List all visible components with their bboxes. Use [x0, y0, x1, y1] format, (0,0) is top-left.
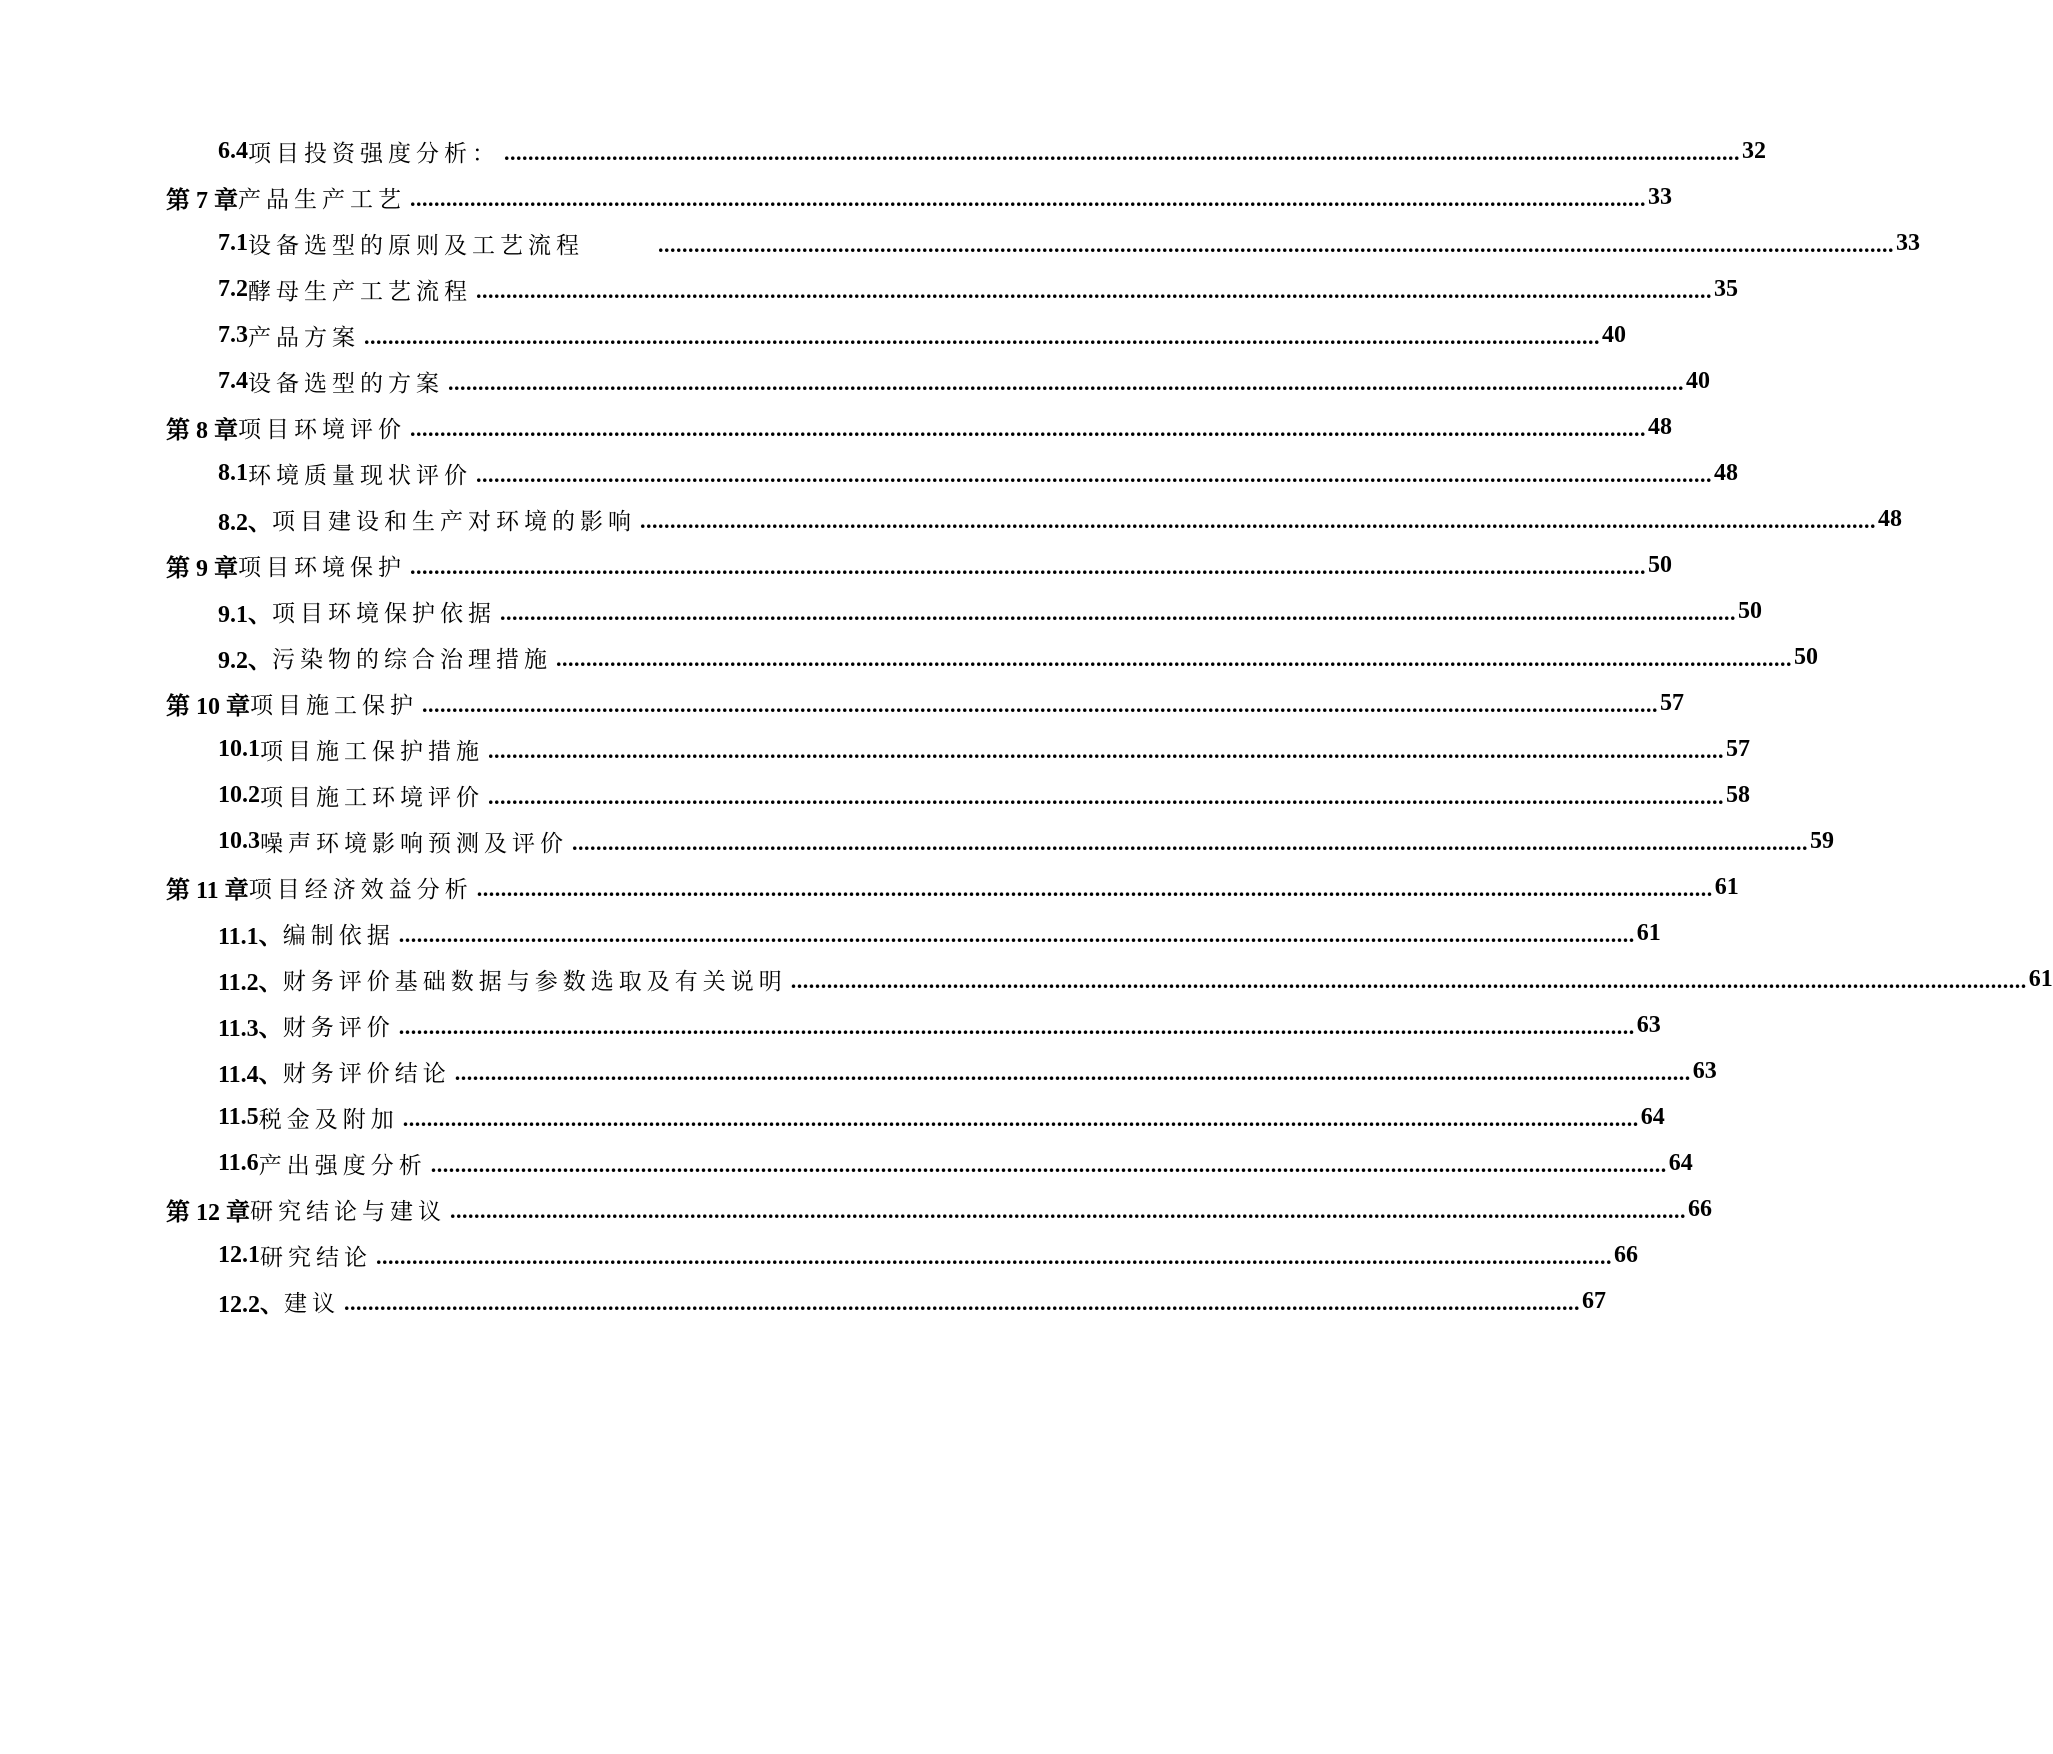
toc-entry[interactable] — [218, 269, 1738, 309]
dot-leader: .............................................................................................................................................................................................................. — [454, 1060, 1691, 1085]
toc-entry-page: 66 — [1688, 1195, 1712, 1222]
toc-entry-number: 9.2、 — [218, 647, 272, 674]
toc-entry-chapter[interactable] — [166, 1189, 1712, 1229]
toc-entry-page: 63 — [1636, 1011, 1661, 1038]
toc-entry-page: 40 — [1686, 367, 1710, 394]
toc-entry-number: 12.2、 — [218, 1291, 284, 1318]
dot-leader: .............................................................................................................................................................................................................. — [410, 416, 1646, 441]
toc-entry-number: 11.6 — [218, 1149, 259, 1176]
toc-entry-chapter[interactable] — [166, 177, 1672, 217]
toc-entry-number: 10.2 — [218, 781, 260, 808]
toc-entry-page: 33 — [1896, 229, 1920, 256]
toc-entry[interactable] — [218, 361, 1710, 401]
toc-entry[interactable] — [218, 315, 1626, 355]
dot-leader: .............................................................................................................................................................................................................. — [448, 370, 1684, 395]
toc-entry-title: 项目环境评价 — [238, 416, 406, 443]
toc-entry-title: 产品方案 — [248, 324, 360, 351]
dot-leader: .............................................................................................................................................................................................................. — [364, 324, 1600, 349]
toc-entry-number: 7.3 — [218, 321, 248, 348]
toc-entry-page: 32 — [1742, 137, 1766, 164]
toc-entry-number: 11.4、 — [218, 1061, 283, 1088]
toc-entry[interactable] — [218, 1281, 1606, 1321]
toc-entry-title: 研究结论 — [260, 1244, 372, 1271]
dot-leader: .............................................................................................................................................................................................................. — [398, 922, 1635, 947]
toc-entry-page: 61 — [2028, 965, 2053, 992]
toc-entry[interactable] — [218, 131, 1766, 171]
toc-entry[interactable] — [218, 1051, 1717, 1091]
toc-entry-chapter[interactable] — [166, 545, 1672, 585]
toc-entry-number: 第 7 章 — [166, 187, 238, 214]
toc-entry-number: 10.1 — [218, 735, 260, 762]
dot-leader: .............................................................................................................................................................................................................. — [344, 1290, 1580, 1315]
dot-leader: .............................................................................................................................................................................................................. — [790, 968, 2027, 993]
dot-leader: .............................................................................................................................................................................................................. — [410, 554, 1646, 579]
dot-leader: .............................................................................................................................................................................................................. — [640, 508, 1876, 533]
toc-entry[interactable] — [218, 499, 1902, 539]
toc-entry-number: 8.2、 — [218, 509, 272, 536]
toc-entry-page: 35 — [1714, 275, 1738, 302]
toc-entry-number: 7.4 — [218, 367, 248, 394]
dot-leader: .............................................................................................................................................................................................................. — [658, 232, 1894, 257]
toc-entry-title: 财务评价 — [282, 1014, 395, 1041]
dot-leader: .............................................................................................................................................................................................................. — [500, 600, 1736, 625]
toc-entry-page: 48 — [1648, 413, 1672, 440]
toc-entry-page: 48 — [1878, 505, 1902, 532]
dot-leader: .............................................................................................................................................................................................................. — [476, 278, 1712, 303]
toc-entry-title: 项目施工保护措施 — [260, 738, 484, 765]
toc-entry-title: 设备选型的方案 — [248, 370, 444, 397]
toc-entry-title: 产出强度分析 — [258, 1152, 427, 1179]
toc-entry-number: 8.1 — [218, 459, 248, 486]
toc-entry-number: 9.1、 — [218, 601, 272, 628]
toc-entry-chapter[interactable] — [166, 683, 1684, 723]
toc-entry[interactable] — [218, 637, 1818, 677]
toc-entry[interactable] — [218, 1097, 1665, 1137]
toc-entry[interactable] — [218, 453, 1738, 493]
dot-leader: .............................................................................................................................................................................................................. — [422, 692, 1658, 717]
toc-entry[interactable] — [218, 913, 1661, 953]
toc-entry-page: 33 — [1648, 183, 1672, 210]
toc-entry-page: 59 — [1810, 827, 1834, 854]
toc-entry-page: 58 — [1726, 781, 1750, 808]
toc-entry-page: 57 — [1660, 689, 1684, 716]
toc-entry-page: 61 — [1636, 919, 1661, 946]
toc-entry-number: 10.3 — [218, 827, 260, 854]
dot-leader: .............................................................................................................................................................................................................. — [476, 462, 1712, 487]
toc-entry-page: 57 — [1726, 735, 1750, 762]
toc-entry-page: 48 — [1714, 459, 1738, 486]
toc-entry-title: 污染物的综合治理措施 — [272, 646, 552, 673]
toc-entry-title: 项目建设和生产对环境的影响 — [272, 508, 636, 535]
dot-leader: .............................................................................................................................................................................................................. — [430, 1152, 1667, 1177]
toc-entry-number: 11.2、 — [218, 969, 283, 996]
toc-entry-page: 50 — [1738, 597, 1762, 624]
toc-entry-title: 噪声环境影响预测及评价 — [260, 830, 568, 857]
toc-entry-number: 6.4 — [218, 137, 248, 164]
dot-leader: .............................................................................................................................................................................................................. — [556, 646, 1792, 671]
toc-entry-page: 50 — [1648, 551, 1672, 578]
dot-leader: .............................................................................................................................................................................................................. — [410, 186, 1646, 211]
dot-leader: .............................................................................................................................................................................................................. — [398, 1014, 1635, 1039]
dot-leader: .............................................................................................................................................................................................................. — [402, 1106, 1639, 1131]
toc-entry-page: 61 — [1714, 873, 1739, 900]
toc-entry[interactable] — [218, 821, 1834, 861]
toc-entry-title: 建议 — [284, 1290, 340, 1317]
dot-leader: .............................................................................................................................................................................................................. — [450, 1198, 1686, 1223]
toc-entry-page: 50 — [1794, 643, 1818, 670]
dot-leader: .............................................................................................................................................................................................................. — [504, 140, 1740, 165]
toc-entry-number: 第 9 章 — [166, 555, 238, 582]
toc-entry-title: 项目投资强度分析： — [248, 140, 500, 167]
toc-entry-number: 第 10 章 — [166, 693, 250, 720]
toc-entry[interactable] — [218, 1143, 1693, 1183]
toc-entry-number: 第 11 章 — [166, 877, 249, 904]
dot-leader: .............................................................................................................................................................................................................. — [488, 784, 1724, 809]
toc-entry-number: 11.3、 — [218, 1015, 283, 1042]
toc-entry-title: 项目施工环境评价 — [260, 784, 484, 811]
dot-leader: .............................................................................................................................................................................................................. — [488, 738, 1724, 763]
toc-entry[interactable] — [218, 729, 1750, 769]
toc-entry-number: 11.5 — [218, 1103, 259, 1130]
toc-entry-page: 67 — [1582, 1287, 1606, 1314]
toc-entry-title: 研究结论与建议 — [250, 1198, 446, 1225]
toc-entry-number: 7.1 — [218, 229, 248, 256]
toc-entry-number: 11.1、 — [218, 923, 283, 950]
toc-entry-title: 编制依据 — [282, 922, 395, 949]
toc-entry-page: 63 — [1692, 1057, 1717, 1084]
toc-entry-number: 12.1 — [218, 1241, 260, 1268]
toc-entry-title: 财务评价基础数据与参数选取及有关说明 — [282, 968, 787, 995]
toc-entry-chapter[interactable] — [166, 867, 1739, 907]
dot-leader: .............................................................................................................................................................................................................. — [376, 1244, 1612, 1269]
toc-entry-title: 产品生产工艺 — [238, 186, 406, 213]
toc-entry-title: 环境质量现状评价 — [248, 462, 472, 489]
toc-entry-page: 64 — [1640, 1103, 1665, 1130]
toc-entry-page: 64 — [1668, 1149, 1693, 1176]
toc-entry[interactable] — [218, 1005, 1661, 1045]
toc-entry-title: 税金及附加 — [258, 1106, 399, 1133]
toc-entry[interactable] — [218, 775, 1750, 815]
toc-entry-page: 66 — [1614, 1241, 1638, 1268]
toc-entry-number: 第 12 章 — [166, 1199, 250, 1226]
toc-entry-number: 第 8 章 — [166, 417, 238, 444]
toc-entry-chapter[interactable] — [166, 407, 1672, 447]
toc-entry-page: 40 — [1602, 321, 1626, 348]
dot-leader: .............................................................................................................................................................................................................. — [572, 830, 1808, 855]
toc-entry-title: 项目环境保护依据 — [272, 600, 496, 627]
toc-entry[interactable] — [218, 1235, 1638, 1275]
toc-entry-number: 7.2 — [218, 275, 248, 302]
toc-entry-title: 项目施工保护 — [250, 692, 418, 719]
toc-entry-title: 酵母生产工艺流程 — [248, 278, 472, 305]
toc-entry-title: 项目环境保护 — [238, 554, 406, 581]
toc-entry-title: 设备选型的原则及工艺流程 — [248, 232, 584, 259]
toc-entry-title: 项目经济效益分析 — [248, 876, 473, 903]
dot-leader: .............................................................................................................................................................................................................. — [476, 876, 1713, 901]
toc-entry[interactable] — [218, 223, 1920, 263]
toc-entry[interactable] — [218, 591, 1762, 631]
toc-entry-title: 财务评价结论 — [282, 1060, 451, 1087]
toc-entry[interactable] — [218, 959, 2053, 999]
